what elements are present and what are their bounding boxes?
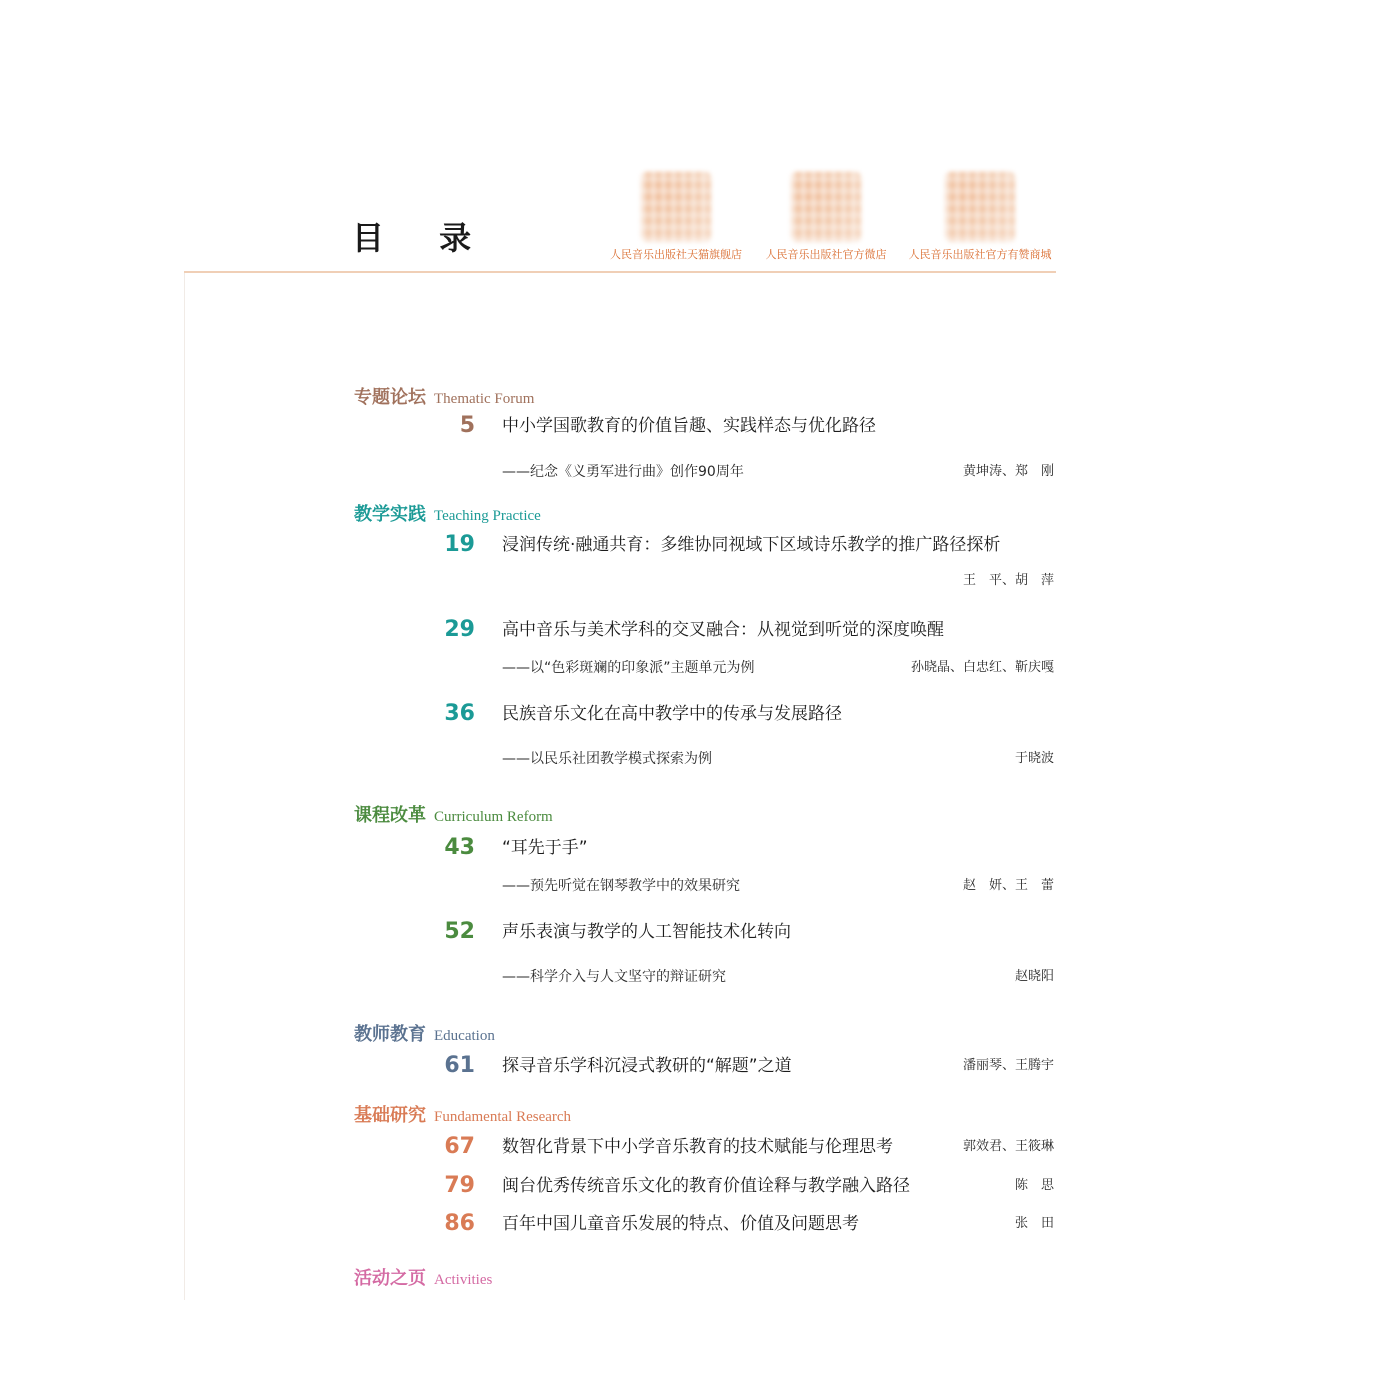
article-author: 孙晓晶、白忠红、靳庆嘎 [910,660,1054,675]
section-title-cn: 基础研究 [354,1105,426,1126]
article-subtitle: ——以“色彩斑斓的印象派”主题单元为例 [502,660,755,676]
article-title[interactable]: 百年中国儿童音乐发展的特点、价值及问题思考 [502,1214,859,1234]
section-heading-activities [354,1267,492,1292]
article-subtitle: ——科学介入与人文坚守的辩证研究 [502,969,726,985]
article-subtitle: ——预先听觉在钢琴教学中的效果研究 [502,878,740,894]
section-title-en: Education [434,1028,495,1044]
qr-tmall-store[interactable] [606,172,746,262]
section-title-en: Fundamental Research [434,1109,572,1125]
section-title-cn: 课程改革 [354,805,426,826]
article-title[interactable]: 高中音乐与美术学科的交叉融合：从视觉到听觉的深度唤醒 [502,620,944,640]
article-author: 于晓波 [1014,751,1054,766]
article-page-number[interactable]: 52 [444,919,475,944]
section-title-en: Curriculum Reform [434,809,553,825]
article-page-number[interactable]: 29 [444,617,475,642]
article-title[interactable]: 浸润传统·融通共育：多维协同视域下区域诗乐教学的推广路径探析 [502,535,1001,555]
article-page-number[interactable]: 5 [459,413,475,438]
article-page-number[interactable]: 61 [444,1053,475,1078]
article-subtitle: ——纪念《义勇军进行曲》创作90周年 [502,464,744,480]
article-author: 赵晓阳 [1014,969,1054,984]
section-title-cn: 活动之页 [354,1268,426,1289]
article-author: 潘丽琴、王腾宇 [962,1058,1054,1073]
section-title-cn: 专题论坛 [354,387,426,408]
section-title-en: Activities [434,1272,493,1288]
article-page-number[interactable]: 86 [444,1211,475,1236]
page-title: 目 录 [352,219,494,257]
article-subtitle: ——以民乐社团教学模式探索为例 [502,751,712,767]
qr-code-icon [791,172,861,242]
article-title[interactable]: 中小学国歌教育的价值旨趣、实践样态与优化路径 [502,416,876,436]
article-title[interactable]: 探寻音乐学科沉浸式教研的“解题”之道 [502,1056,792,1076]
qr-code-icon [641,172,711,242]
article-title[interactable]: 数智化背景下中小学音乐教育的技术赋能与伦理思考 [502,1137,893,1157]
qr-label: 人民音乐出版社天猫旗舰店 [610,248,742,261]
article-page-number[interactable]: 36 [444,701,475,726]
article-author: 赵 妍、王 蕾 [962,878,1054,893]
article-author: 王 平、胡 萍 [962,573,1054,588]
section-title-en: Teaching Practice [434,508,541,524]
section-heading-education [354,1023,495,1048]
qr-label: 人民音乐出版社官方有赞商城 [908,248,1052,261]
article-page-number[interactable]: 79 [444,1173,475,1198]
section-heading-curriculum-reform [354,804,553,829]
section-title-cn: 教师教育 [354,1024,426,1045]
article-author: 陈 思 [1014,1178,1054,1193]
article-author: 黄坤涛、郑 刚 [962,464,1054,479]
qr-label: 人民音乐出版社官方微店 [765,248,887,261]
section-heading-thematic-forum [354,386,534,411]
article-title[interactable]: “耳先于手” [502,838,588,858]
article-title[interactable]: 声乐表演与教学的人工智能技术化转向 [502,922,791,942]
article-page-number[interactable]: 19 [444,532,475,557]
section-title-en: Thematic Forum [434,391,535,407]
section-heading-teaching-practice [354,503,541,528]
section-title-cn: 教学实践 [354,504,426,525]
qr-code-icon [945,172,1015,242]
article-page-number[interactable]: 43 [444,835,475,860]
qr-wechat-store[interactable] [760,172,892,262]
section-heading-fundamental-research [354,1104,571,1129]
article-page-number[interactable]: 67 [444,1134,475,1159]
article-title[interactable]: 闽台优秀传统音乐文化的教育价值诠释与教学融入路径 [502,1176,910,1196]
left-margin-rule [184,272,185,1300]
header-rule [184,271,1056,273]
article-title[interactable]: 民族音乐文化在高中教学中的传承与发展路径 [502,704,842,724]
article-author: 张 田 [1014,1216,1054,1231]
qr-youzan-store[interactable] [904,172,1056,262]
article-author: 郭效君、王筱琳 [962,1139,1054,1154]
